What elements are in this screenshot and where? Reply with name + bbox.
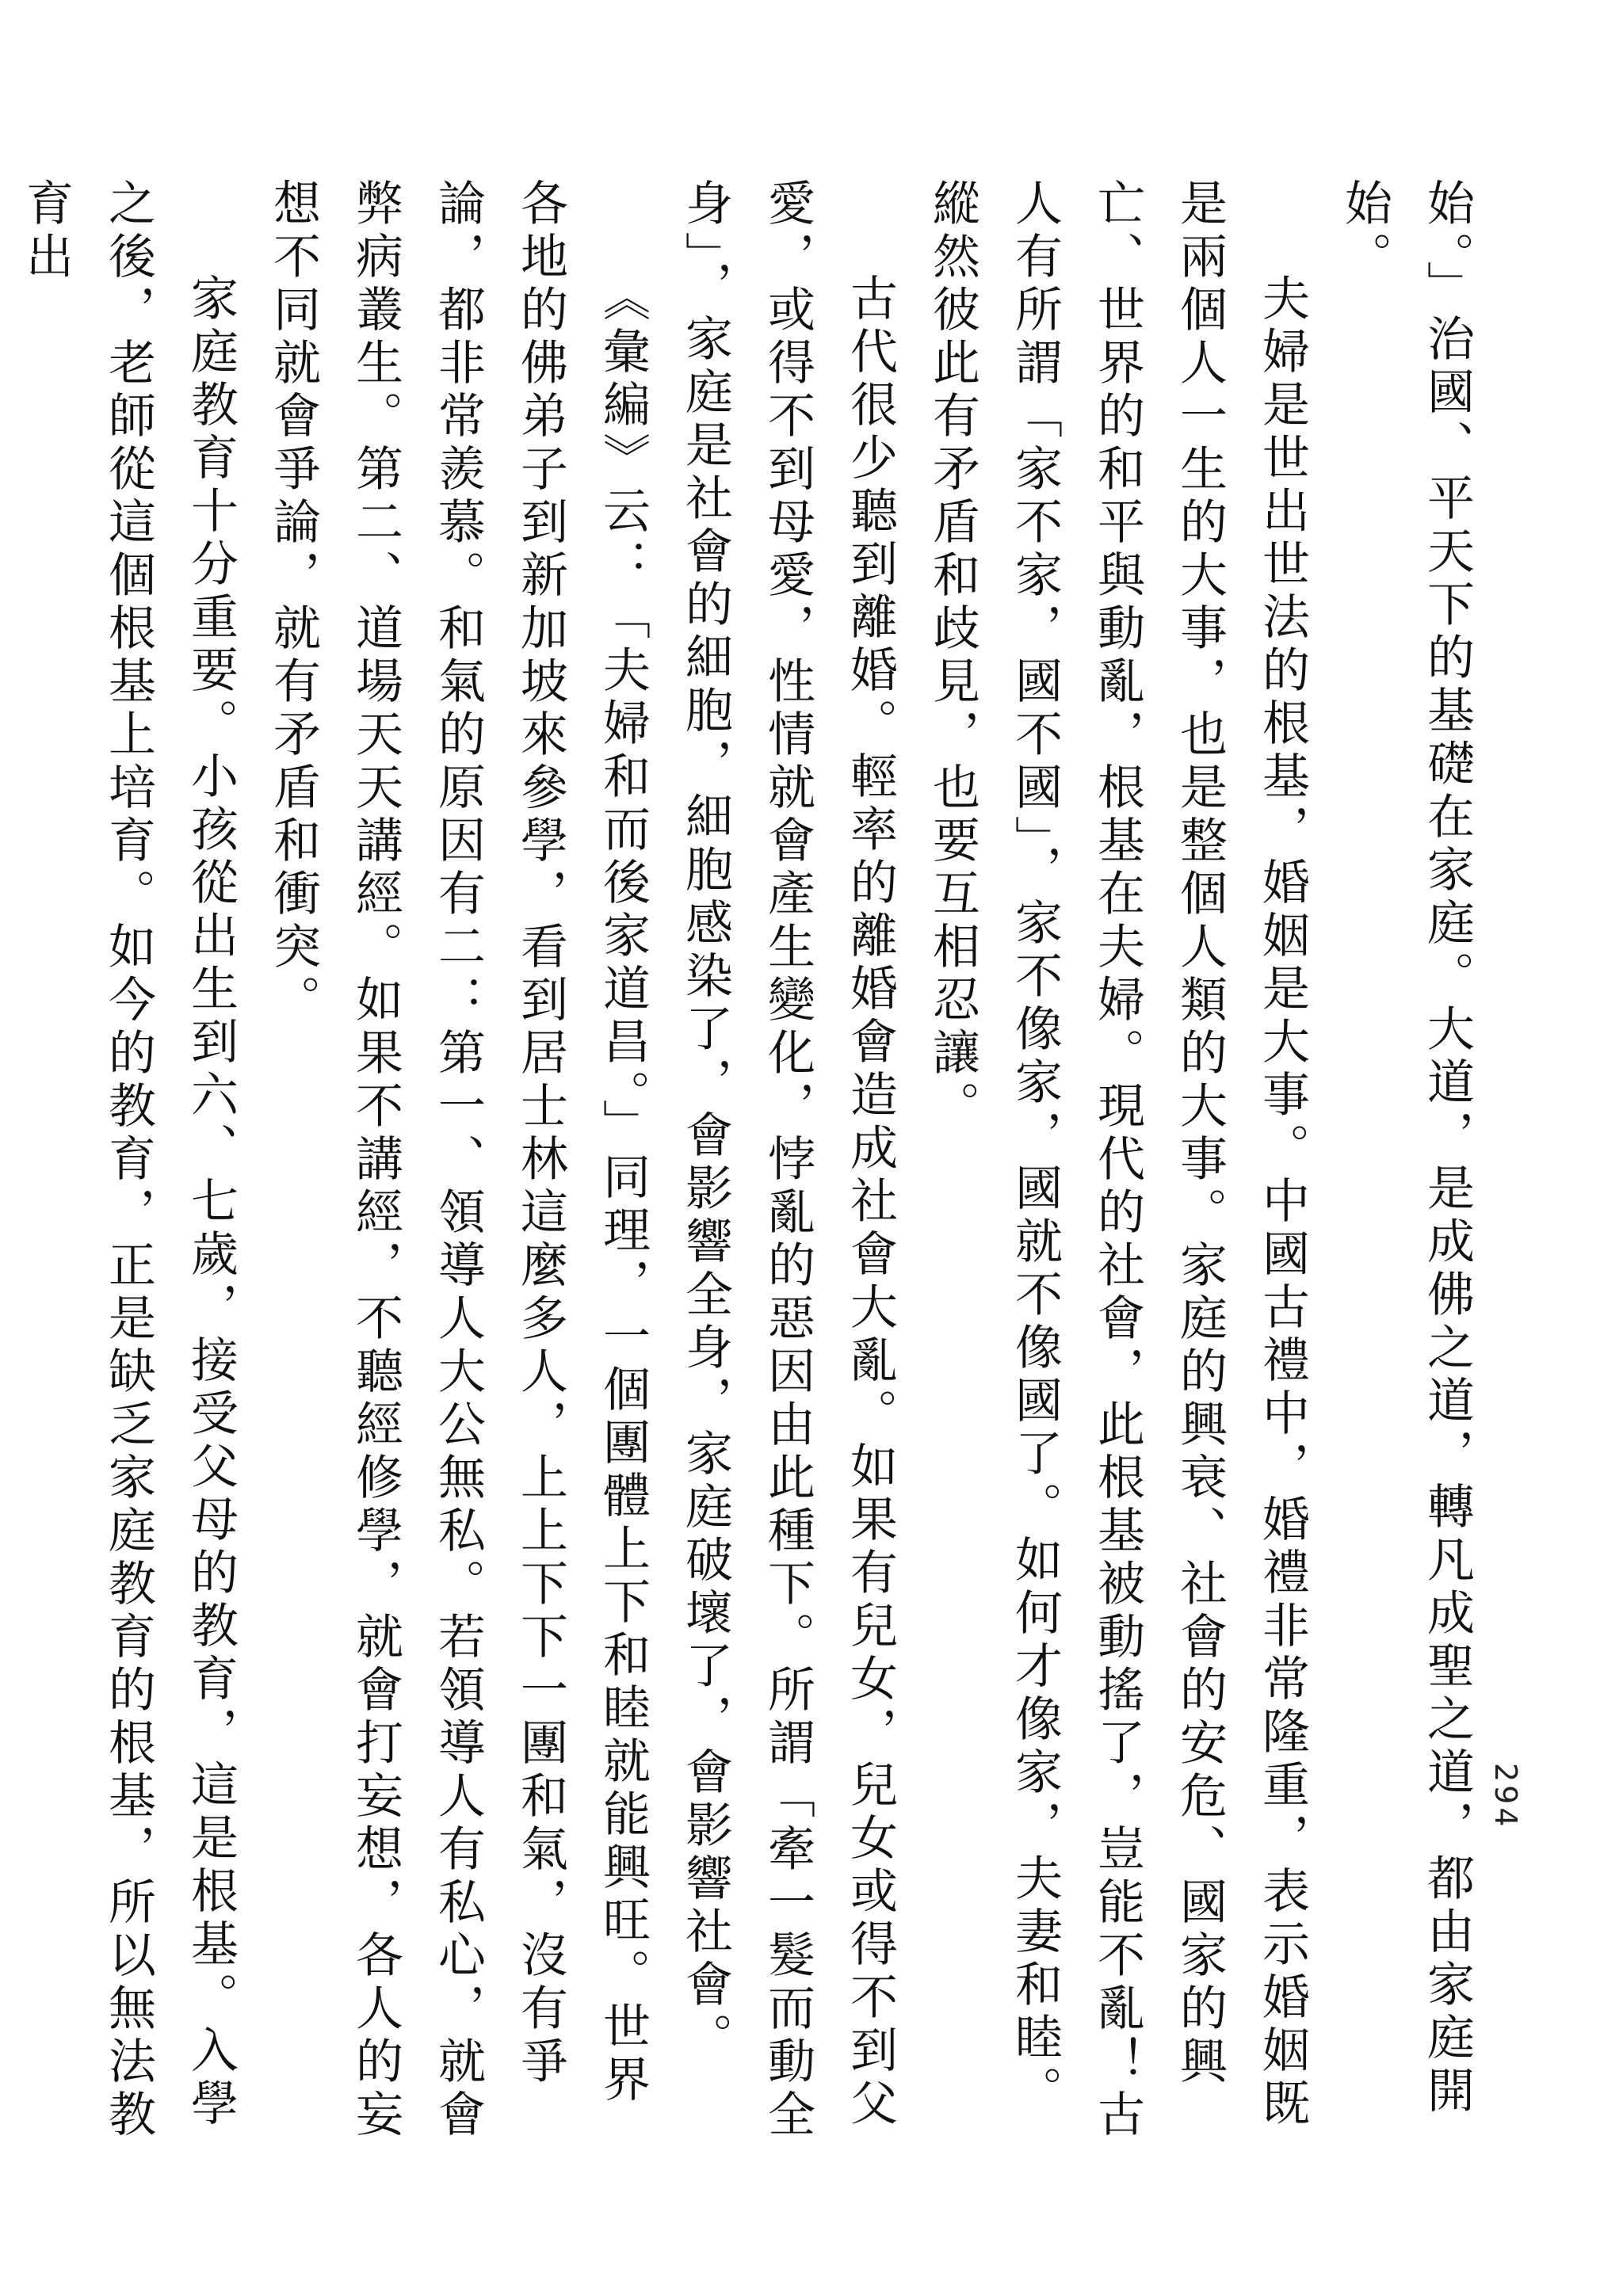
paragraph-4: 《彙編》云：「夫婦和而後家道昌。」同理，一個團體上下和睦就能興旺。世界各地的佛弟子到新加坡來參學，看到居士林這麼多人，上上下下一團和氣，沒有爭論，都非常羨慕。和氣的原因有二：第一、領導人大公無私。若領導人有私心，就會弊病叢生。第二、道場天天講經。如果不講經，不聽經修學，就會打妄想，各人的妄想不同就會爭論，就有矛盾和衝突。 [265, 178, 651, 2142]
paragraph-1: 始。」治國、平天下的基礎在家庭。大道，是成佛之道，轉凡成聖之道，都由家庭開始。 [1337, 178, 1475, 2119]
paragraph-3: 古代很少聽到離婚。輕率的離婚會造成社會大亂。如果有兒女，兒女或得不到父愛，或得不到母愛，性情就會產生變化，悖亂的惡因由此種下。所謂「牽一髮而動全身」，家庭是社會的細胞，細胞感染了，會影響全身，家庭破壞了，會影響社會。 [678, 178, 898, 2142]
body-text [18, 178, 1488, 2151]
paragraph-5: 家庭教育十分重要。小孩從出生到六、七歲，接受父母的教育，這是根基。入學之後，老師從這個根基上培育。如今的教育，正是缺乏家庭教育的根基，所以無法教育出 [18, 178, 239, 2142]
page-number: 294 [1488, 1763, 1523, 1830]
paragraph-2: 夫婦是世出世法的根基，婚姻是大事。中國古禮中，婚禮非常隆重，表示婚姻既是兩個人一生的大事，也是整個人類的大事。家庭的興衰、社會的安危、國家的興亡、世界的和平與動亂，根基在夫婦。現代的社會，此根基被動搖了，豈能不亂！古人有所謂「家不家，國不國」，家不像家，國就不像國了。如何才像家，夫妻和睦。縱然彼此有矛盾和歧見，也要互相忍讓。 [925, 178, 1310, 2142]
